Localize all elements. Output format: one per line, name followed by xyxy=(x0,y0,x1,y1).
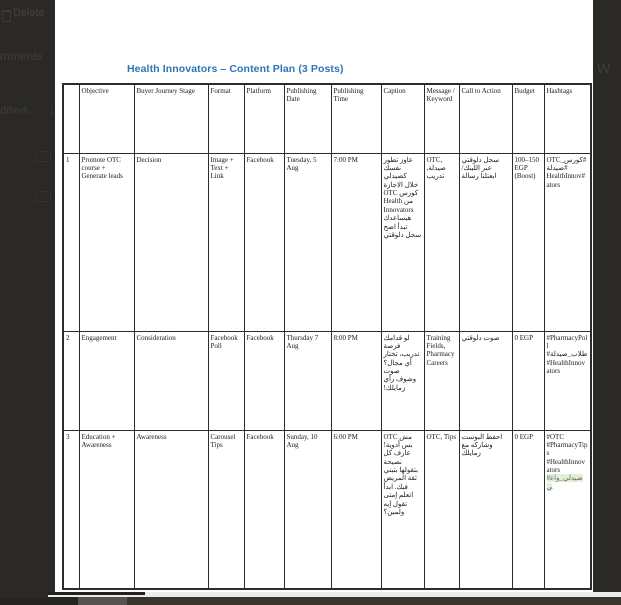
header-hashtags: Hashtags xyxy=(544,84,591,153)
sidebar-icon-1[interactable] xyxy=(36,151,51,162)
horizontal-scrollbar[interactable] xyxy=(0,597,621,605)
header-message-keyword: Message / Keyword xyxy=(424,84,459,153)
header-publishing-date: Publishing Date xyxy=(284,84,331,153)
cell-hashtags: #PharmacyPoll #طلاب_صيدلة #HealthInnovators xyxy=(544,331,591,430)
document-page xyxy=(55,0,593,592)
cell-platform: Facebook xyxy=(244,331,284,430)
cell-date: Thursday 7 Aug xyxy=(284,331,331,430)
header-objective: Objective xyxy=(79,84,134,153)
cell-format: Carousel Tips xyxy=(208,430,244,589)
scrollbar-thumb[interactable] xyxy=(78,597,127,605)
table-row xyxy=(63,331,591,430)
right-panel xyxy=(593,0,621,605)
table-row xyxy=(63,153,591,331)
header-call-to-action: Call to Action xyxy=(459,84,512,153)
cell-cta: احفظ البوست وشاركه مع زمايلك xyxy=(459,430,512,589)
cell-num: 1 xyxy=(63,153,79,331)
sidebar-item-comments[interactable]: mments xyxy=(0,49,43,63)
cell-num: 2 xyxy=(63,331,79,430)
cell-budget: 0 EGP xyxy=(512,331,544,430)
header-format: Format xyxy=(208,84,244,153)
cell-platform: Facebook xyxy=(244,430,284,589)
header-num xyxy=(63,84,79,153)
left-sidebar xyxy=(0,0,55,605)
header-publishing-time: Publishing Time xyxy=(331,84,381,153)
cell-cta: صوت دلوقتي xyxy=(459,331,512,430)
cell-budget: 0 EGP xyxy=(512,430,544,589)
cell-caption: مش OTC بس أدوية! عارف كل نصيحة بتقولها بتبني ثقة المريض فيك. ابدأ اتعلم إمتى تقول إيه ولمين؟ xyxy=(381,430,424,589)
cell-date: Sunday, 10 Aug xyxy=(284,430,331,589)
scrollbar-gutter xyxy=(0,597,78,605)
page-title: Health Innovators – Content Plan (3 Posts) xyxy=(127,63,344,75)
highlighted-hashtag: #صيدلي_واعي xyxy=(546,474,583,491)
cell-message: OTC, صيدلة, تدريب xyxy=(424,153,459,331)
cell-caption: لو قدامك فرصة تدريب، تختار أي مجال؟ صوت وشوف رأي زمايلك! xyxy=(381,331,424,430)
cell-time: 8:00 PM xyxy=(331,331,381,430)
cell-time: 6:00 PM xyxy=(331,430,381,589)
cell-stage: Decision xyxy=(134,153,208,331)
cell-stage: Awareness xyxy=(134,430,208,589)
cell-date: Tuesday, 5 Aug xyxy=(284,153,331,331)
header-buyer-journey-stage: Buyer Journey Stage xyxy=(134,84,208,153)
hashtags-text: #OTC #PharmacyTips #HealthInnovators xyxy=(546,432,588,475)
cell-hashtags: #كورس_OTC #صيدلة #HealthInnovators xyxy=(544,153,591,331)
sidebar-item-modified[interactable]: dified... xyxy=(0,105,36,117)
cell-stage: Consideration xyxy=(134,331,208,430)
sidebar-badge: 1 xyxy=(49,106,55,116)
cell-format: Facebook Poll xyxy=(208,331,244,430)
cell-message: Training Fields, Pharmacy Careers xyxy=(424,331,459,430)
table-row xyxy=(63,430,591,589)
cell-num: 3 xyxy=(63,430,79,589)
header-platform: Platform xyxy=(244,84,284,153)
background-text: W xyxy=(597,60,611,76)
table-header-row xyxy=(63,84,591,153)
cell-objective: Engagement xyxy=(79,331,134,430)
sidebar-item-delete[interactable]: Delete xyxy=(13,7,45,19)
cell-objective: Education + Awareness xyxy=(79,430,134,589)
content-plan-table xyxy=(62,83,592,590)
cell-format: Image + Text + Link xyxy=(208,153,244,331)
cell-time: 7:00 PM xyxy=(331,153,381,331)
cell-hashtags xyxy=(544,430,591,589)
cell-objective: Promote OTC course + Generate leads xyxy=(79,153,134,331)
cell-caption: عاوز تطور نفسك كصيدلي خلال الاجازة كورس OTC من Health Innovators هيساعدك تبدأ اصح سجل دلوقتي xyxy=(381,153,424,331)
page-edge-shadow xyxy=(48,592,145,595)
cell-platform: Facebook xyxy=(244,153,284,331)
header-budget: Budget xyxy=(512,84,544,153)
trash-icon xyxy=(2,10,11,22)
cell-budget: 100–150 EGP (Boost) xyxy=(512,153,544,331)
cell-message: OTC, Tips xyxy=(424,430,459,589)
sidebar-icon-2[interactable] xyxy=(36,191,51,202)
header-caption: Caption xyxy=(381,84,424,153)
cell-cta: سجل دلوقتي عبر اللينك/ ابعتلنا رسالة xyxy=(459,153,512,331)
